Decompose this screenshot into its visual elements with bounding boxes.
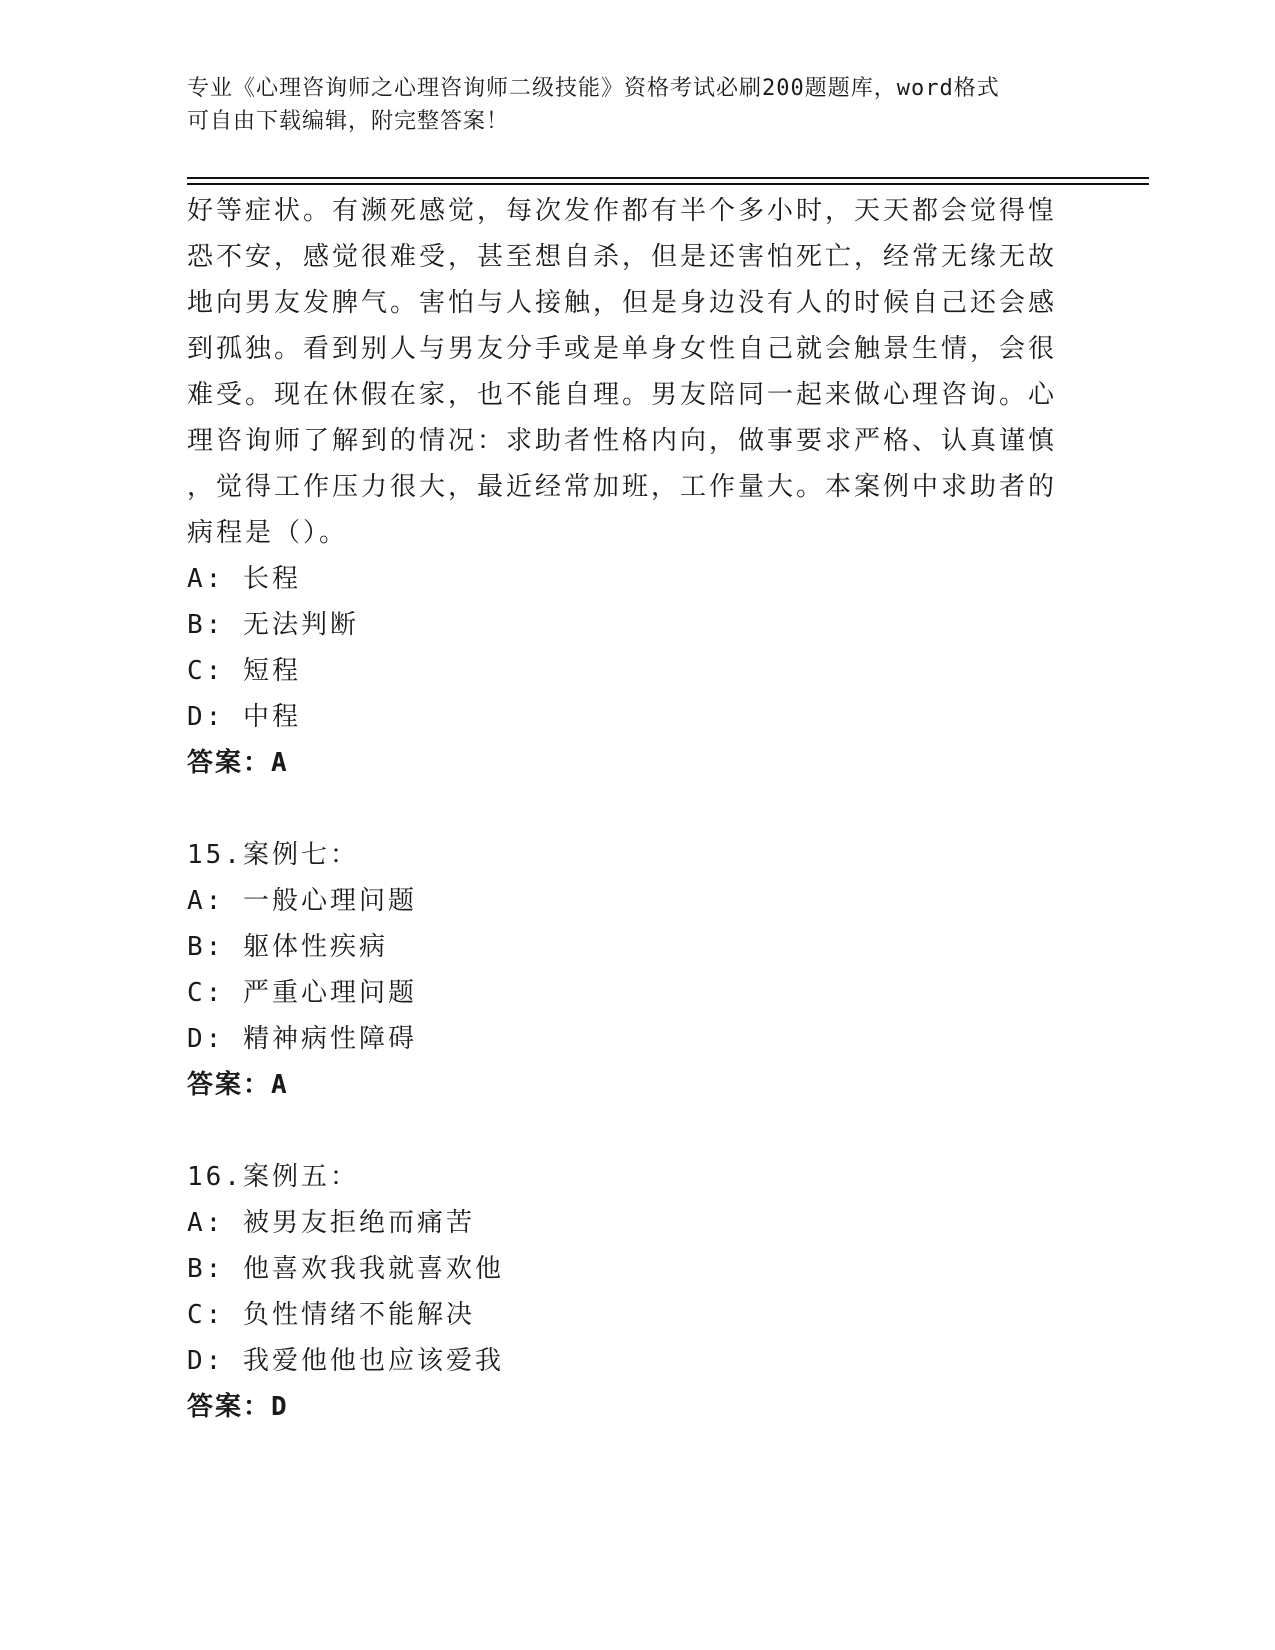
answer: 答案：D (187, 1392, 289, 1422)
answer: 答案：A (187, 1070, 289, 1100)
question-title: 16.案例五： (187, 1162, 359, 1192)
stem-line: 地向男友发脾气。害怕与人接触，但是身边没有人的时候自己还会感 (187, 288, 1058, 318)
stem-line: 到孤独。看到别人与男友分手或是单身女性自己就会触景生情，会很 (187, 334, 1058, 364)
header-rule-bottom (187, 183, 1149, 185)
option-a: A: 被男友拒绝而痛苦 (187, 1208, 475, 1238)
option-b: B: 他喜欢我我就喜欢他 (187, 1254, 504, 1284)
stem-line: 病程是（）。 (187, 518, 349, 548)
header-line-2: 可自由下载编辑，附完整答案！ (187, 109, 510, 134)
stem-line: 理咨询师了解到的情况：求助者性格内向，做事要求严格、认真谨慎 (187, 426, 1058, 456)
document-header (187, 72, 1087, 138)
stem-line: 好等症状。有濒死感觉，每次发作都有半个多小时，天天都会觉得惶 (187, 196, 1058, 226)
option-c: C: 严重心理问题 (187, 978, 417, 1008)
option-a: A: 一般心理问题 (187, 886, 417, 916)
stem-line: 恐不安，感觉很难受，甚至想自杀，但是还害怕死亡，经常无缘无故 (187, 242, 1058, 272)
header-rule-top (187, 177, 1149, 179)
option-b: B: 无法判断 (187, 610, 359, 640)
option-b: B: 躯体性疾病 (187, 932, 388, 962)
option-d: D: 精神病性障碍 (187, 1024, 417, 1054)
answer: 答案：A (187, 748, 289, 778)
option-c: C: 负性情绪不能解决 (187, 1300, 475, 1330)
question-title: 15.案例七： (187, 840, 359, 870)
question-body (187, 188, 1067, 1430)
question-14 (187, 188, 1067, 786)
option-a: A: 长程 (187, 564, 301, 594)
header-line-1: 专业《心理咨询师之心理咨询师二级技能》资格考试必刷200题题库，word格式 (187, 76, 1000, 101)
question-16 (187, 1154, 1067, 1430)
option-c: C: 短程 (187, 656, 301, 686)
option-d: D: 我爱他他也应该爱我 (187, 1346, 504, 1376)
stem-line: 难受。现在休假在家，也不能自理。男友陪同一起来做心理咨询。心 (187, 380, 1058, 410)
stem-line: ，觉得工作压力很大，最近经常加班，工作量大。本案例中求助者的 (187, 472, 1058, 502)
option-d: D: 中程 (187, 702, 301, 732)
question-15 (187, 832, 1067, 1108)
